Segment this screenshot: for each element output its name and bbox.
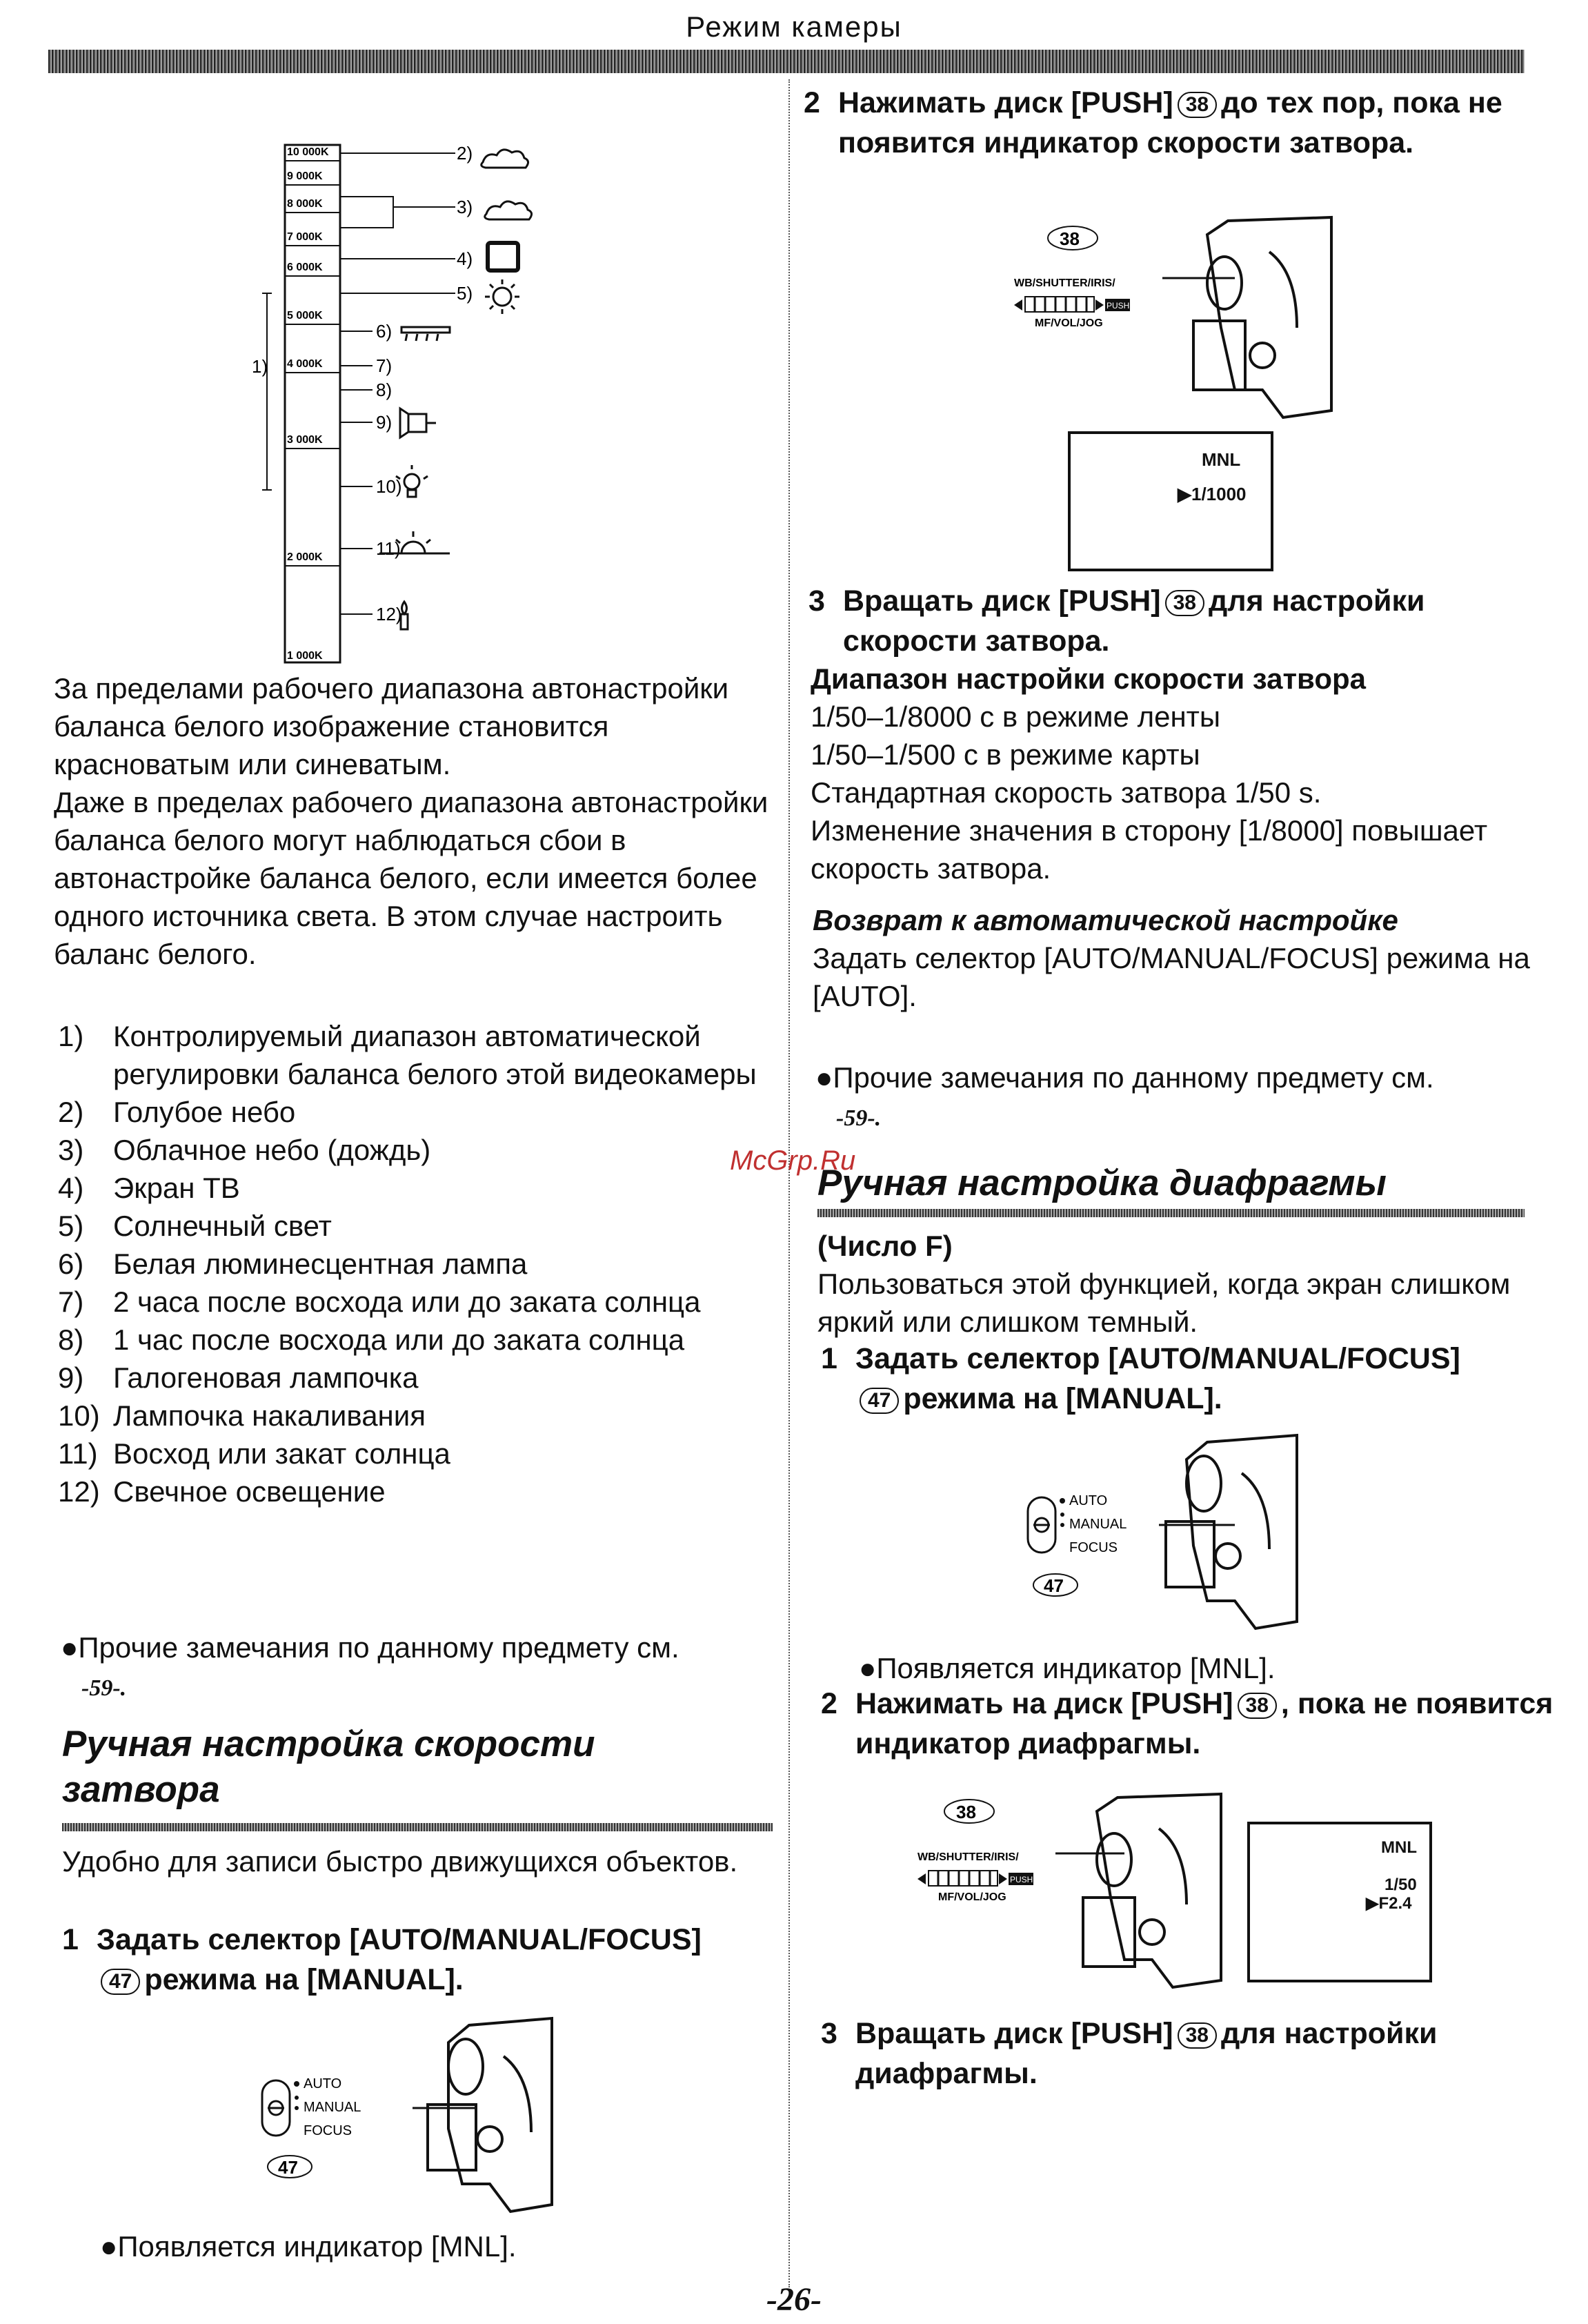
- mode-switch-icon: [1028, 1497, 1055, 1553]
- ref-47-icon[interactable]: 47: [101, 1969, 140, 1995]
- ref-47-icon: [1033, 1574, 1078, 1596]
- tick-label: 4 000K: [287, 358, 323, 370]
- range-line: 1/50–1/8000 с в режиме ленты: [811, 700, 1221, 733]
- list-item: 1) Контролируемый диапазон автоматической регулировки баланса белого этой видеокамеры: [58, 1020, 757, 1090]
- list-item: 12) Свечное освещение: [58, 1475, 386, 1508]
- iris-subtitle: (Число F): [817, 1230, 953, 1262]
- camcorder-icon: [1166, 1435, 1297, 1628]
- ref-38-icon: [944, 1800, 994, 1823]
- switch-label-auto: AUTO: [1069, 1493, 1108, 1508]
- cloud-icon: [482, 150, 528, 168]
- page-header: Режим камеры: [686, 10, 902, 43]
- source-label: 2): [457, 143, 473, 164]
- tick-label: 8 000K: [287, 198, 323, 210]
- source-label: 7): [376, 355, 393, 376]
- shutter-speed-indicator: ▶1/1000: [1178, 484, 1247, 504]
- range-label: 1): [252, 356, 268, 377]
- ref-47-icon[interactable]: 47: [860, 1388, 899, 1414]
- range-line: Изменение значения в сторону [1/8000] повышает скорость затвора.: [811, 814, 1488, 885]
- list-item: 10) Лампочка накаливания: [58, 1399, 426, 1432]
- section-rule: [62, 1823, 773, 1831]
- iris-step1-result: ●Появляется индикатор [MNL].: [859, 1652, 1276, 1684]
- camera-switch-illustration: [1021, 1432, 1352, 1639]
- mode-switch-icon: [262, 2080, 290, 2136]
- right-note: [815, 1058, 1560, 1137]
- paragraph: Даже в пределах рабочего диапазона автонастройки баланса белого могут наблюдаться сбои в автонастройке баланса белого, если имеется более одного источника света. В этом случае настроить баланс белого.: [54, 786, 768, 970]
- push-dial-illustration: [1007, 217, 1366, 424]
- iris-intro-block: [817, 1227, 1562, 1341]
- source-label: 4): [457, 248, 473, 269]
- svg-text:47: 47: [1044, 1575, 1064, 1596]
- tick-label: 3 000K: [287, 434, 323, 446]
- dial-top-label: WB/SHUTTER/IRIS/: [1014, 277, 1115, 289]
- camera-switch-illustration: [255, 2015, 586, 2222]
- section-title-iris: Ручная настройка диафрагмы: [817, 1163, 1387, 1203]
- switch-label-focus: FOCUS: [1069, 1540, 1118, 1555]
- dial-bottom-label: MF/VOL/JOG: [1035, 317, 1103, 329]
- source-label: 3): [457, 197, 473, 217]
- tick-label: 9 000K: [287, 170, 323, 182]
- iris-step-2: 2 Нажимать на диск [PUSH] 38 , пока не появится индикатор диафрагмы.: [821, 1687, 1554, 1760]
- range-title: Диапазон настройки скорости затвора: [811, 662, 1366, 695]
- shutter-intro: Удобно для записи быстро движущихся объектов.: [62, 1845, 738, 1878]
- dial-top-label: WB/SHUTTER/IRIS/: [917, 1851, 1019, 1863]
- left-intro: [54, 669, 778, 973]
- source-label: 11): [376, 538, 401, 559]
- sun-icon: [485, 279, 519, 314]
- ref-38-icon[interactable]: 38: [1178, 2022, 1217, 2049]
- watermark: McGrp.Ru: [730, 1145, 856, 1176]
- mode-indicator: MNL: [1202, 449, 1241, 470]
- svg-text:PUSH: PUSH: [1106, 301, 1130, 311]
- list-item: 9) Галогеновая лампочка: [58, 1361, 419, 1394]
- switch-label-auto: AUTO: [304, 2076, 342, 2091]
- halogen-lamp-icon: [400, 408, 436, 437]
- viewfinder-screen-shutter: [1068, 431, 1273, 571]
- left-note: [61, 1628, 785, 1707]
- camcorder-icon: [1193, 217, 1331, 417]
- auto-return-title: Возврат к автоматической настройке: [813, 904, 1398, 936]
- tick-label: 1 000K: [287, 650, 323, 662]
- list-item: 3) Облачное небо (дождь): [58, 1134, 431, 1166]
- header-rule: [48, 50, 1525, 73]
- iris-step-3: 3 Вращать диск [PUSH] 38 для настройки диафрагмы.: [821, 2017, 1438, 2090]
- tick-label: 2 000K: [287, 551, 323, 563]
- cloud-rain-icon: [485, 201, 532, 219]
- list-item: 4) Экран ТВ: [58, 1172, 240, 1204]
- ref-38-icon[interactable]: 38: [1165, 590, 1204, 616]
- camcorder-icon: [1083, 1794, 1221, 1987]
- switch-label-focus: FOCUS: [304, 2123, 352, 2138]
- section-title-shutter: Ручная настройка скорости затвора: [62, 1724, 595, 1810]
- push-dial-illustration: [917, 1794, 1276, 1994]
- iris-step-1: 1 Задать селектор [AUTO/MANUAL/FOCUS] 47 режима на [MANUAL].: [821, 1342, 1460, 1415]
- left-step1-result: ●Появляется индикатор [MNL].: [100, 2230, 517, 2263]
- dial-icon: [1014, 297, 1130, 312]
- shutter-step-2: 2 Нажимать диск [PUSH] 38 до тех пор, пока не появится индикатор скорости затвора.: [804, 86, 1502, 159]
- list-item: 2) Голубое небо: [58, 1096, 296, 1128]
- svg-text:PUSH: PUSH: [1010, 1875, 1033, 1884]
- candle-icon: [401, 602, 408, 629]
- dial-icon: [917, 1871, 1033, 1886]
- fluorescent-lamp-icon: [401, 327, 450, 341]
- legend-list: [58, 1017, 782, 1510]
- iris-indicator: ▶F2.4: [1366, 1894, 1412, 1913]
- mode-indicator: MNL: [1381, 1838, 1417, 1857]
- source-label: 10): [376, 476, 402, 497]
- tick-label: 6 000K: [287, 262, 323, 273]
- viewfinder-screen-iris: [1247, 1822, 1432, 1982]
- source-label: 12): [376, 604, 402, 624]
- svg-text:47: 47: [278, 2157, 298, 2178]
- page-reference[interactable]: -59-.: [81, 1675, 127, 1701]
- dial-bottom-label: MF/VOL/JOG: [938, 1891, 1006, 1903]
- svg-text:38: 38: [956, 1802, 976, 1822]
- shutter-step-1: 1 Задать селектор [AUTO/MANUAL/FOCUS] 47 режима на [MANUAL].: [62, 1923, 702, 1996]
- auto-return-block: [813, 901, 1558, 1015]
- switch-label-manual: MANUAL: [1069, 1517, 1127, 1532]
- iris-intro: Пользоваться этой функцией, когда экран слишком яркий или слишком темный.: [817, 1268, 1511, 1338]
- list-item: 5) Солнечный свет: [58, 1210, 332, 1242]
- source-label: 9): [376, 412, 393, 433]
- ref-38-icon[interactable]: 38: [1178, 92, 1217, 118]
- list-item: 11) Восход или закат солнца: [58, 1437, 450, 1470]
- tick-label: 7 000K: [287, 231, 323, 243]
- shutter-speed-indicator: 1/50: [1384, 1875, 1417, 1894]
- switch-label-manual: MANUAL: [304, 2100, 361, 2115]
- note-text: ●Прочие замечания по данному предмету см.: [815, 1061, 1434, 1094]
- shutter-step-3: 3 Вращать диск [PUSH] 38 для настройки скорости затвора.: [808, 584, 1425, 658]
- ref-47-icon: [268, 2156, 312, 2178]
- paragraph: За пределами рабочего диапазона автонастройки баланса белого изображение становится красноватым или синеватым.: [54, 672, 729, 780]
- list-item: 8) 1 час после восхода или до заката солнца: [58, 1323, 685, 1356]
- ref-38-icon: [1048, 226, 1098, 250]
- source-label: 6): [376, 321, 393, 342]
- note-text: ●Прочие замечания по данному предмету см.: [61, 1631, 679, 1664]
- auto-return-text: Задать селектор [AUTO/MANUAL/FOCUS] режима на [AUTO].: [813, 942, 1530, 1012]
- ref-38-icon[interactable]: 38: [1238, 1693, 1277, 1719]
- svg-text:38: 38: [1060, 228, 1080, 249]
- camcorder-icon: [428, 2018, 552, 2212]
- page-number: -26-: [766, 2281, 822, 2318]
- shutter-range-block: [811, 660, 1556, 887]
- page-reference[interactable]: -59-.: [836, 1105, 882, 1131]
- range-line: 1/50–1/500 с в режиме карты: [811, 738, 1200, 771]
- range-line: Стандартная скорость затвора 1/50 s.: [811, 776, 1322, 809]
- color-temperature-chart: [252, 138, 573, 669]
- list-item: 6) Белая люминесцентная лампа: [58, 1248, 528, 1280]
- tick-label: 10 000K: [287, 146, 329, 158]
- list-item: 7) 2 часа после восхода или до заката солнца: [58, 1286, 701, 1318]
- section-rule: [817, 1209, 1525, 1217]
- source-label: 5): [457, 283, 473, 304]
- source-label: 8): [376, 380, 393, 400]
- tick-label: 5 000K: [287, 310, 323, 322]
- tv-icon: [488, 243, 518, 270]
- column-separator: [788, 79, 790, 2287]
